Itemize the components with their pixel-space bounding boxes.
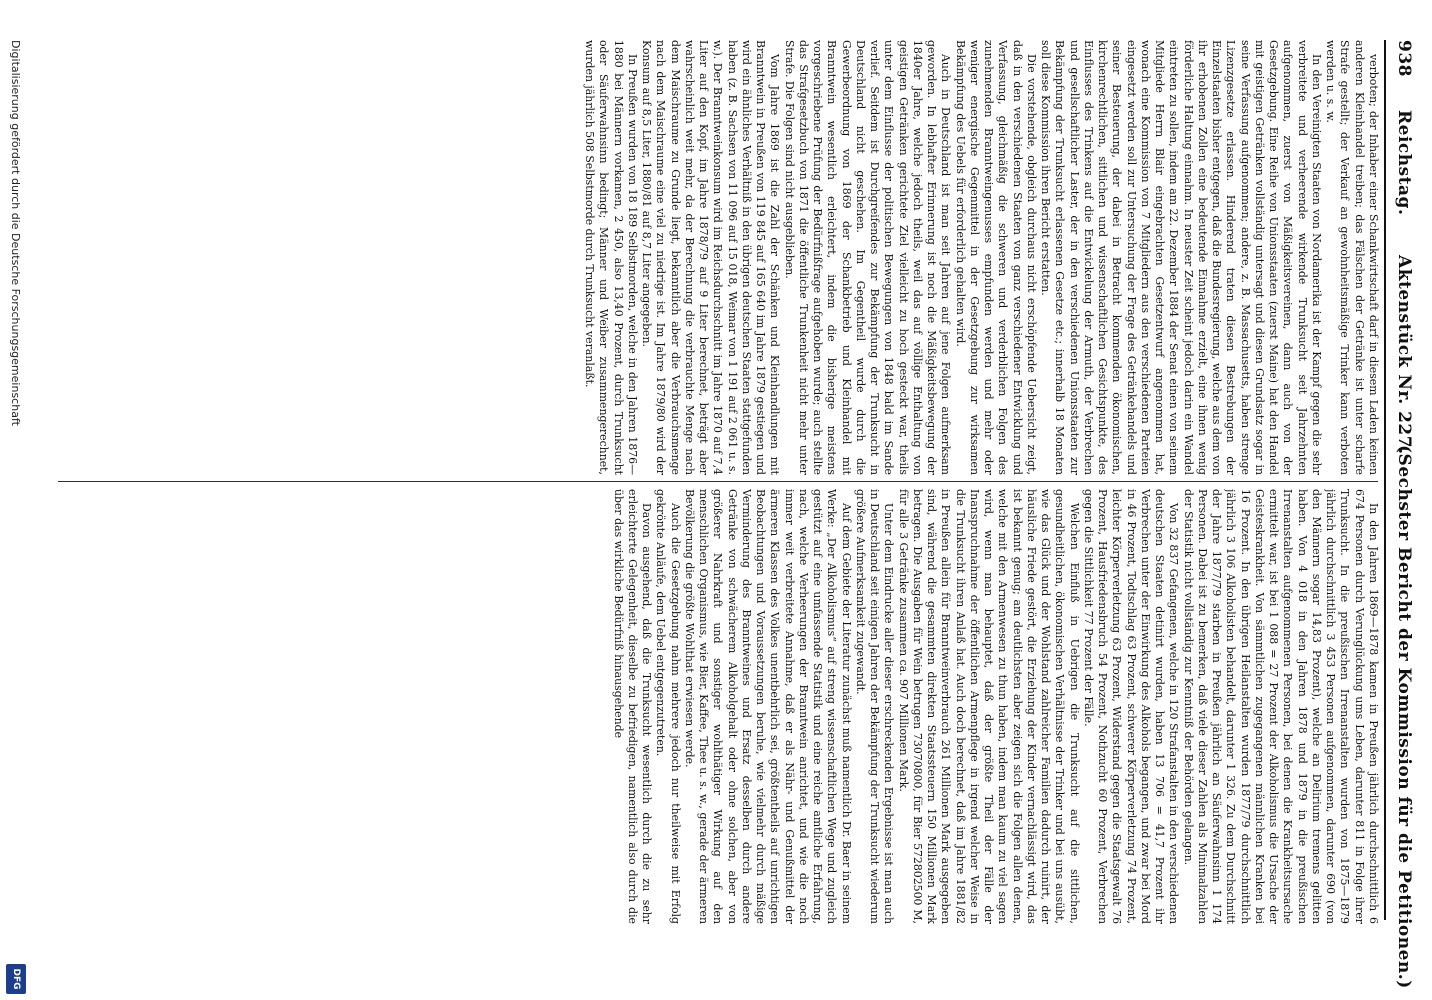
paragraph: Davon ausgehend, daß die Trunksucht wesentlich durch die zu sehr erleichterte Gelegenheit, dieselbe zu befriedigen, namentlich also durch die über das wirkliche Bedürfniß hinausgehende	[611, 489, 654, 924]
paragraph: Von 32 837 Gefangenen, welche in 120 Strafanstalten in den verschiedenen deutschen Staaten detinirt wurden, haben 13 706 = 41,7 Prozent ihr Verbrechen unter der Einwirkung des Alkohols begangen, und zwar bei Mord in 46 Prozent, Todtschlag 63 Prozent, schwerer Körperverletzung 74 Prozent, leichter Körperverletzung 63 Prozent, Widerstand gegen die Staatsgewalt 76 Prozent, Hausfriedensbruch 54 Prozent, Nothzucht 60 Prozent, Verbrechen gegen die Sittlichkeit 77 Prozent der Fälle.	[1082, 489, 1181, 924]
paragraph: Welchen Einfluß in Uebrigen die Trunksucht auf die sittlichen, gesundheitlichen, ökonomischen Verhältnisse der Trinker und bei uns ausübt, wie das Glück und der Wohlstand zahlreicher Familien dadurch ruinirt, der häusliche Friede gestört, die Erziehung der Kinder vernachlässigt wird, das ist bekannt genug; am deutlichsten aber zeigen sich die Folgen allen denen, welche mit den Armenwesen zu thun haben, indem man kaum zu viel sagen wird, wenn man behauptet, daß der größte Theil der Fälle der Inanspruchnahme der öffentlichen Armenpflege in irgend welcher Weise in die Trunksucht ihren Anlaß hat. Auch doch berechnet, daß im Jahre 1881/82 in Preußen allein für Branntweinverbrauch 261 Millionen Mark ausgegeben sind, während die gesammten direkten Staatssteuern 150 Millionen Mark betragen. Die Ausgaben für Wein betrugen 73070800, für Bier 572802500 M, für alle 3 Getränke zusammen ca. 907 Millionen Mark.	[896, 489, 1081, 924]
paragraph: In den Jahren 1869—1878 kamen in Preußen jährlich durchschnittlich 6 674 Personen durch Verunglückung ums Leben, darunter 811 in Folge ihrer Trunksucht. In die preußischen Irrenanstalten wurden von 1875—1879 jährlich durchschnittlich 3 453 Personen aufgenommen, darunter 690 (von den Männern sogar 14,83 Prozent), welche an Delirium tremens gelitten haben. Von 4 018 in den Jahren 1878 und 1879 in die preußischen Irrenanstalten aufgenommenen Personen, bei denen die Krankheitsursache ermittelt war, ist bei 1 088 = 27 Prozent der Alkoholismus die Ursache der Geisteskrankheit. Von sämmtlichen zugegangenen männlichen Kranken bei 16 Prozent. In den übrigen Heilanstalten wurden 1877/79 durchschnittlich jährlich 3 106 Alkoholisten behandelt, darunter 1 326. Zu dem Durchschnitt der Jahre 1877/79 starben in Preußen jährlich an Säuferwahnsinn 1 174 Personen. Dabei ist zu bemerken, daß viele dieser Zahlen als Minimalzahlen der Statistik nicht vollständig zur Kenntniß der Behörden gelangen.	[1181, 489, 1380, 924]
dfg-logo: DFG	[6, 964, 26, 994]
header-aktenstueck: Aktenstück Nr. 227.	[1394, 255, 1414, 455]
page-header	[1386, 40, 1420, 989]
header-left: Reichstag.	[1394, 110, 1414, 216]
header-rule	[1384, 40, 1386, 920]
page-number: 938	[1394, 40, 1414, 77]
header-right: (Sechster Bericht der Kommission für die Petitionen.)	[1394, 445, 1414, 989]
paragraph: Unter dem Eindrucke aller dieser erschreckenden Ergebnisse ist man auch in Deutschland seit einigen Jahren der Bekämpfung der Trunksucht wiederum größere Aufmerksamkeit zugewandt.	[854, 489, 896, 924]
paragraph: Auch die Gesetzgebung nahm mehrere jedoch nur theilweise mit Erfolg gekrönte Anläufe, dem Uebel entgegenzutreten.	[654, 489, 682, 924]
paragraph: Auch in Deutschland ist man seit Jahren auf jene Folgen aufmerksam geworden. In lebhafter Erinnerung ist noch die Mäßigkeitsbewegung der 1840er Jahre, welche jedoch theils, weil das auf völlige Enthaltung von geistigen Getränken gerichtete Ziel vielleicht zu hoch gesteckt war, theils unter dem Einflusse der politischen Bewegungen von 1848 bald im Sande verlief. Seitdem ist Durchgreifendes zur Bekämpfung der Trunksucht in Deutschland nicht geschehen. Im Gegentheil wurde durch die Gewerbeordnung von 1869 der Schankbetrieb und Kleinhandel mit Branntwein wesentlich erleichtert, indem die bisherige meistens vorgeschriebene Prüfung der Bedürfnißfrage aufgehoben wurde; auch stellte das Strafgesetzbuch von 1871 die öffentliche Trunkenheit nicht mehr unter Strafe. Die Folgen sind nicht ausgeblieben.	[782, 40, 953, 475]
paragraph: Die vorstehende, obgleich durchaus nicht erschöpfende Uebersicht zeigt, daß in den verschiedenen Staaten von ganz verschiedener Entwicklung und Verfassung, gleichmäßig die schweren und verderblichen Folgen des zunehmenden Branntweingenusses empfunden werden und mehr oder weniger energische Gegenmittel in der Gesetzgebung zur wirksamen Bekämpfung des Uebels für erforderlich gehalten wird.	[953, 40, 1038, 475]
paragraph: verboten; der Inhaber einer Schankwirtschaft darf in diesem Laden keinen anderen Kleinhandel treiben; das Fälschen der Getränke ist unter scharfe Strafe gestellt; der Verkauf an gewohnheitsmäßige Trinker kann verboten werden u. s. w.	[1324, 40, 1380, 475]
left-text-column	[50, 40, 1380, 475]
paragraph: Vom Jahre 1869 ist die Zahl der Schänken und Kleinhandlungen mit Branntwein in Preußen von 119 845 auf 165 640 im Jahre 1879 gestiegen und wird ein ähnliches Verhältniß in den übrigen deutschen Staaten stattgefunden haben (z. B. Sachsen von 11 096 auf 15 018, Weimar von 1 191 auf 2 061 u. s. w.). Der Branntweinkonsum wird im Reichsdurchschnitt im Jahre 1870 auf 7,4 Liter auf den Kopf, im Jahre 1878/79 auf 9 Liter berechnet, beträgt aber wahrscheinlich weit mehr, da der Berechnung die verbrauchte Menge nach dem Maischraume zu Grunde liegt, bekanntlich aber die Verbrauchsmenge nach dem Maischraume eine viel zu niedrige ist. Im Jahre 1879/80 wird der Konsum auf 8,5 Liter, 1880/81 auf 8,7 Liter angegeben.	[640, 40, 782, 475]
dfg-footer-text: Digitalisierung gefördert durch die Deutsche Forschungsgemeinschaft	[9, 40, 22, 426]
paragraph: Auf dem Gebiete der Literatur zunächst muß namentlich Dr. Baer in seinem Werke: „Der Alkoholismus“ auf streng wissenschaftlichen Wege und zugleich gestützt auf eine umfassende Statistik und eine reiche amtliche Erfahrung, nach, welche Verheerungen der Branntwein anrichtet, und wie die noch immer weit verbreitete Annahme, daß er als Nähr- und Genußmittel der ärmeren Klassen des Volkes unentbehrlich sei, größtentheils auf unrichtigen Beobachtungen und Voraussetzungen beruhe, wie vielmehr durch mäßige Verminderung des Branntweines und Ersatz desselben durch andere Getränke von schwächerem Alkoholgehalt oder ohne solchen, aber von größerer Nahrkraft und sonstiger wohlthätiger Wirkung auf den menschlichen Organismus, wie Bier, Kaffee, Thee u. s. w., gerade der ärmeren Bevölkerung die größte Wohlthat erwiesen werde.	[683, 489, 853, 924]
right-text-column	[50, 489, 1380, 924]
column-divider	[58, 481, 1378, 482]
paragraph: In Preußen wurden von 18 189 Selbstmorden, welche in den Jahren 1876—1880 bei Männern vorkamen, 2 450, also 13,40 Prozent, durch Trunksucht oder Säuferwahnsinn bedingt; Männer und Weiber zusammengerechnet, wurden jährlich 508 Selbstmorde durch Trunksucht veranlaßt.	[583, 40, 639, 475]
paragraph: In den Vereinigten Staaten von Nordamerika ist der Kampf gegen die sehr verbreitete und verheerende wirkende Trunksucht seit Jahrzehnten aufgenommen, zuerst von Mäßigkeitsvereinen, dann auch von der Gesetzgebung. Eine Reihe von Unionsstaaten (zuerst Maine) hat den Handel mit geistigen Getränken vollständig untersagt und diesen Grundsatz sogar in seine Verfassung aufgenommen; andere, z. B. Massachusetts, haben strenge Lizenzgesetze erlassen. Hinderend traten diesen Bestrebungen der Einzelstaaten bisher entgegen, daß die Bundesregierung, welche aus dem von ihr erhobenen Zollen eine bedeutende Einnahme erzielt, eine ihnen wenig förderliche Haltung einnahm. In neuster Zeit scheint jedoch darin ein Wandel eintreten zu sollen, indem am 22. Dezember 1884 der Senat einen von seinem Mitgliede Herrn Blair eingebrachten Gesetzentwurf angenommen hat, wonach eine Kommission von 7 Mitgliedern aus den verschiedenen Parteien eingesetzt werden soll zur Untersuchung der Frage des Getränkehandels und seiner Besteuerung, der dabei in Betracht kommenden ökonomischen, kirchenrechtlichen, sittlichen und wissenschaftlichen Gesichtspunkte, des Einflusses des Trinkens auf die Entwickelung der Armuth, der Verbrechen und gesellschaftlicher Laster, der in den verschiedenen Unionsstaaten zur Bekämpfung der Trunksucht erlassenen Gesetze etc.; innerhalb 18 Monaten soll diese Kommission ihren Bericht erstatten.	[1039, 40, 1323, 475]
